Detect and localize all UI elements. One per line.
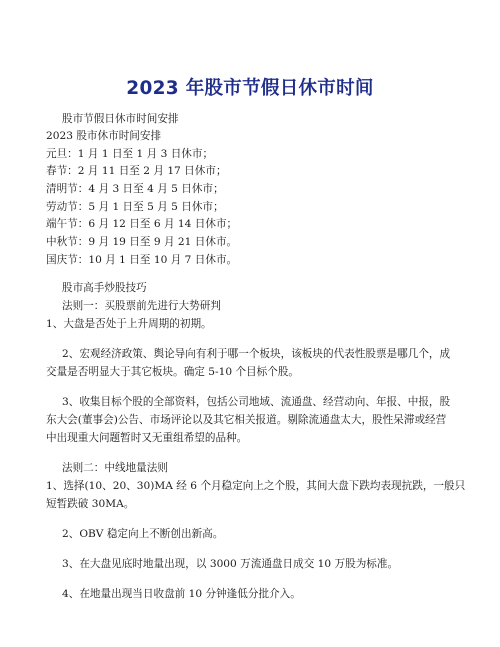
holiday-item: 春节：2 月 11 日至 2 月 17 日休市；: [46, 165, 227, 177]
holiday-item: 端午节：6 月 12 日至 6 月 14 日休市；: [46, 218, 238, 230]
holiday-subheading: 2023 股市休市时间安排: [46, 130, 162, 142]
rule2-title: 法则二：中线地量法则: [62, 462, 168, 474]
holiday-item: 中秋节：9 月 19 日至 9 月 21 日休市。: [46, 236, 238, 248]
rule1-item: 东大会(董事会)公告、市场评论以及其它相关报道。剔除流通盘太大，股性呆滞或经营: [46, 414, 447, 426]
rule1-item: 2、宏观经济政策、舆论导向有利于哪一个板块，该板块的代表性股票是哪几个，成: [62, 348, 451, 360]
page-title: 2023 年股市节假日休市时间: [126, 78, 374, 99]
holiday-item: 劳动节：5 月 1 日至 5 月 5 日休市；: [46, 201, 224, 213]
rule2-item: 2、OBV 稳定向上不断创出新高。: [62, 528, 224, 540]
holiday-heading: 股市节假日休市时间安排: [62, 113, 179, 125]
holiday-item: 元旦：1 月 1 日至 1 月 3 日休市；: [46, 148, 214, 160]
rule1-item: 3、收集目标个股的全部资料，包括公司地域、流通盘、经营动向、年报、中报，股: [62, 396, 451, 408]
rule2-item: 4、在地量出现当日收盘前 10 分钟逢低分批介入。: [62, 588, 301, 600]
holiday-item: 国庆节：10 月 1 日至 10 月 7 日休市。: [46, 254, 238, 266]
rule1-item: 中出现重大问题暂时又无重组希望的品种。: [46, 432, 248, 444]
rule1-item: 1、大盘是否处于上升周期的初期。: [46, 318, 212, 330]
rule1-title: 法则一：买股票前先进行大势研判: [62, 300, 221, 312]
rule2-item: 3、在大盘见底时地量出现，以 3000 万流通盘日成交 10 万股为标准。: [62, 558, 399, 570]
holiday-item: 清明节：4 月 3 日至 4 月 5 日休市；: [46, 183, 224, 195]
rule2-item: 短暂跌破 30MA。: [46, 498, 135, 510]
rule1-item: 交量是否明显大于其它板块。确定 5-10 个目标个股。: [46, 366, 300, 378]
rule2-item: 1、选择(10、20、30)MA 经 6 个月稳定向上之个股，其间大盘下跌均表现抗跌，一般只: [46, 480, 466, 492]
tips-heading: 股市高手炒股技巧: [62, 282, 147, 294]
